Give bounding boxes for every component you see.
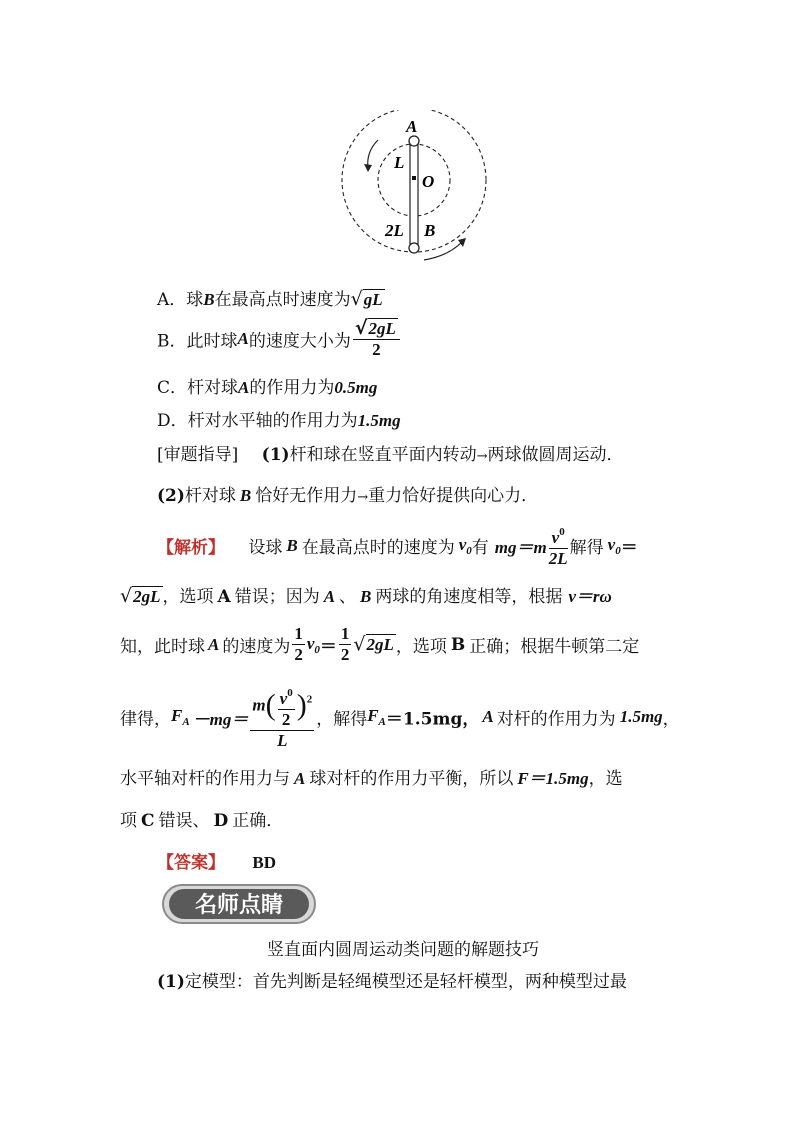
analysis-l3-den: 2 [294, 645, 303, 664]
analysis-l4-a-var: A [482, 707, 494, 726]
guide-dot-1: ． [606, 445, 624, 465]
tips-l1-text: 定模型：首先判断是轻绳模型还是轻杆模型，两种模型过最 [184, 972, 627, 992]
analysis-l5-c: ，选 [588, 769, 623, 789]
rotating-rod-figure [330, 110, 500, 270]
analysis-l3-b: 的速度为 [222, 637, 291, 657]
analysis-l2-formula: v＝rω [568, 587, 612, 606]
analysis-line-6 [120, 806, 283, 831]
analysis-line-2: √2gL ，选项 A 错误；因为 A 、 B 两球的角速度相等，根据 v＝rω [120, 585, 612, 607]
analysis-l1-b: 在最高点时的速度为 [301, 538, 455, 558]
analysis-l3-d: 正确；根据牛顿第二定 [469, 637, 640, 657]
label-l: L [394, 153, 405, 172]
analysis-l5-a: 水平轴对杆的作用力与 [120, 769, 290, 789]
label-a: A [406, 117, 418, 136]
analysis-l4-inner-den: 2 [281, 710, 291, 729]
analysis-l4-a: 律得， [120, 709, 171, 730]
analysis-l4-fsub-2: A [378, 716, 386, 728]
analysis-line-4: 律得，$F_A -mg=$ m( $\frac{v^0}{2}$ )$^2$ L ，解得$F_A=1.5mg$， A 对杆的作用力为 1.5mg， [120, 683, 680, 751]
option-a-root: gL [363, 290, 383, 309]
ball-b [409, 243, 419, 253]
analysis-l1-eq: mg＝m [494, 538, 547, 557]
analysis-l2-b-var: B [360, 587, 372, 606]
analysis-l2-opt: A [217, 587, 231, 607]
analysis-v0-sub-2: 0 [615, 544, 621, 557]
guide-line1-b: 两球做圆周运动 [487, 445, 607, 465]
analysis-l4-f-2: F [367, 706, 379, 725]
label-o: O [422, 172, 435, 191]
analysis-l2-a: ，选项 [162, 587, 214, 607]
analysis-l4-c: 对杆的作用力为 [496, 709, 616, 730]
guide-line2-c: 重力恰好提供向心力 [368, 486, 522, 506]
option-a: A．球B在最高点时速度为√gL [157, 288, 383, 310]
option-c-prefix: C．杆对球 [157, 378, 239, 398]
option-a-text: 在最高点时速度为 [214, 290, 351, 310]
analysis-l3-eq: ＝ [319, 637, 337, 657]
rotation-arrow-left [368, 140, 378, 168]
analysis-l3-num: 1 [294, 624, 303, 643]
analysis-l1-a: 设球 [248, 538, 283, 558]
tips-l1-num: (1) [157, 972, 185, 992]
option-c-val: 0.5mg [334, 378, 378, 397]
analysis-l6-a: 项 [120, 811, 137, 831]
axis-point [412, 176, 416, 180]
analysis-line-5 [120, 764, 623, 789]
analysis-l3-num-2: 1 [340, 624, 350, 643]
guide-line-1 [157, 440, 624, 465]
guide-line2-a: 杆对球 [184, 486, 236, 506]
analysis-l4-m: m [252, 695, 266, 715]
analysis-v0-3: v [306, 633, 315, 653]
analysis-l4-val2: 1.5mg [619, 707, 663, 726]
analysis-l4-fsub: A [182, 716, 190, 728]
analysis-l2-a-var: A [323, 587, 336, 606]
guide-arrow-2: → [357, 490, 369, 505]
analysis-l5-eq: F＝1.5mg [517, 769, 589, 788]
analysis-l2-root: 2gL [133, 587, 161, 606]
analysis-l5-b: 球对杆的作用力平衡，所以 [309, 769, 514, 789]
ball-a [409, 136, 419, 146]
analysis-l2-sep: 、 [339, 587, 357, 607]
analysis-l3-den-2: 2 [340, 645, 350, 664]
answer-value: BD [252, 853, 277, 872]
analysis-l1-num-sup: 0 [559, 526, 565, 538]
tips-title: 竖直面内圆周运动类问题的解题技巧 [267, 940, 539, 960]
analysis-l1-eq2: ＝ [620, 538, 638, 558]
option-b-text: 的速度大小为 [248, 331, 351, 352]
option-c [157, 373, 377, 398]
rod [410, 142, 418, 248]
label-2l: 2L [385, 221, 404, 240]
analysis-l3-root: 2gL [366, 635, 394, 654]
analysis-l4-val: ＝1.5mg， [385, 709, 480, 730]
option-b-var: A [237, 329, 249, 348]
analysis-v0-2: v [607, 534, 616, 554]
guide-line-2 [157, 481, 538, 506]
analysis-l1-var: B [286, 535, 298, 555]
analysis-l4-den: L [277, 731, 288, 750]
guide-line2-b: 恰好无作用力 [255, 486, 358, 506]
analysis-l3-c: ，选项 [395, 637, 447, 657]
guide-line1-a: 杆和球在竖直平面内转动 [289, 445, 477, 465]
analysis-v0: v [458, 534, 467, 554]
analysis-l6-c-opt: C [141, 811, 155, 831]
analysis-l4-end: ， [662, 709, 680, 730]
rotation-arrow-right [424, 242, 462, 260]
analysis-l6-b: 错误、 [158, 811, 210, 831]
analysis-l3-var: A [208, 634, 220, 654]
analysis-l3-a: 知，此时球 [120, 637, 205, 657]
analysis-l6-c: 正确． [232, 811, 284, 831]
analysis-l2-b: 错误；因为 [234, 587, 320, 607]
option-d-val: 1.5mg [357, 411, 401, 430]
analysis-line-3: 知，此时球 A 的速度为 $\frac{1}{2}$ $v_0=$ $\frac{1}{2}$ √2gL ，选项 B 正确；根据牛顿第二定 [120, 624, 640, 664]
analysis-l5-var: A [294, 769, 306, 788]
analysis-l4-b: ，解得 [316, 709, 368, 730]
analysis-l4-inner-sup: 0 [287, 687, 293, 699]
guide-dot-2: ． [521, 486, 539, 506]
tips-banner [160, 880, 318, 928]
analysis-l1-d: 解得 [569, 538, 604, 558]
option-d-text: D．杆对水平轴的作用力为 [157, 411, 358, 431]
analysis-line-1 [157, 522, 638, 569]
guide-arrow-1: → [476, 449, 488, 464]
analysis-v0-sub-3: 0 [314, 643, 320, 656]
option-c-var: A [238, 378, 250, 397]
option-b-root: 2gL [368, 319, 396, 338]
option-b-prefix: B．此时球 [157, 331, 238, 352]
analysis-v0-sub: 0 [466, 544, 472, 557]
analysis-l2-c: 两球的角速度相等，根据 [375, 587, 563, 607]
analysis-l4-f: F [171, 706, 183, 725]
option-a-var: B [203, 290, 215, 309]
analysis-tag: 【解析】 [157, 538, 225, 558]
analysis-l1-den: 2L [548, 549, 568, 568]
guide-tag: [审题指导] [157, 445, 239, 465]
tips-line-1 [157, 967, 627, 992]
analysis-l4-inner-num: v [279, 689, 288, 708]
answer-tag: 【答案】 [157, 853, 225, 873]
analysis-l4-minus: －mg＝ [192, 709, 249, 729]
analysis-l6-d-opt: D [213, 811, 229, 831]
option-c-text: 的作用力为 [249, 378, 335, 398]
option-b-den: 2 [372, 340, 381, 359]
arrowhead-right [458, 238, 466, 247]
tips-banner-text: 名师点睛 [194, 893, 284, 918]
option-a-prefix: A．球 [157, 290, 204, 310]
analysis-l4-power: 2 [306, 693, 313, 706]
option-b: B．此时球A的速度大小为 $\frac{√2gL}{2}$ [157, 318, 402, 360]
analysis-l1-num: v [551, 528, 560, 547]
guide-line1-num: (1) [261, 445, 290, 465]
label-b: B [424, 221, 436, 240]
guide-line2-num: (2) [157, 486, 185, 506]
guide-line2-var: B [239, 486, 252, 505]
option-d [157, 406, 401, 431]
analysis-l3-opt: B [450, 634, 466, 655]
answer-line [157, 848, 276, 873]
analysis-l1-c: 有 [471, 538, 489, 558]
arrowhead-left [364, 164, 372, 172]
